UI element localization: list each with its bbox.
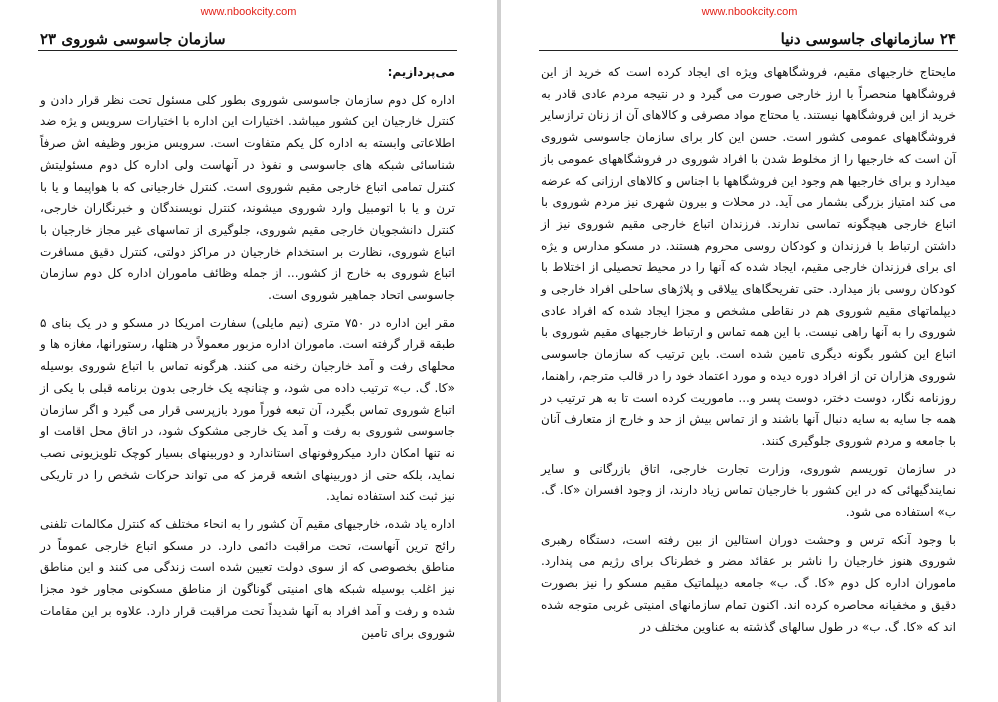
page-body [541, 62, 956, 694]
page-body [40, 62, 455, 694]
running-title: ۲۴ سازمانهای جاسوسی دنیا [780, 30, 956, 48]
watermark-url: www.nbookcity.com [200, 6, 297, 18]
paragraph: اداره کل دوم سازمان جاسوسی شوروی بطور کلی مسئول تحت نظر قرار دادن و کنترل خارجیان این کشور میباشد. اختیارات این اداره با اختیارات سرویس و یژه ضد اطلاعاتی وابسته به اداره کل یکم متفاوت است. سرویس مزبور وظیفه اش صرفاً شناسائی شبکه های جاسوسی و نفوذ در آنهاست ولی اداره کل دوم مسئولیتش کنترل تمامی اتباع خارجی مقیم شوروی است. کنترل خارجیانی که با هواپیما و یا با ترن و یا با اتومبیل وارد شوروی میشوند، کنترل نویسندگان و خبرنگاران خارجی، کنترل دانشجویان خارجی مقیم شوروی، جلوگیری از تماسهای غیر مجاز خارجیان با اتباع شوروی، نظارت بر استخدام خارجیان در مراکز دولتی، کنترل دقیق مسافرت اتباع شوروی به خارج از کشور... از جمله وظائف ماموران اداره کل دوم سازمان جاسوسی اتحاد جماهیر شوروی است. [40, 92, 455, 303]
left-page [0, 0, 497, 702]
paragraph: مقر این اداره در ۷۵۰ متری (نیم مایلی) سفارت امریکا در مسکو و در یک بنای ۵ طبقه قرار گرفته است. ماموران اداره مزبور معمولاً در هتلها، رستورانها، مغازه ها و محلهای رفت و آمد خارجیان رخنه می کنند. هرگونه تماس با اتباع شوروی بوسیله «کا. گ. ب» ترتیب داده می شود، و چنانچه یک خارجی بدون برنامه قبلی با یکی از اتباع شوروی تماس بگیرد، آن تبعه فوراً مورد بازپرسی قرار می گیرد و اگر سازمان جاسوسی شوروی به رفت و آمد یک خارجی مشکوک شود، در اتاق محل اقامت او نه تنها امکان دارد میکروفونهای استاندارد و دوربینهای بسیار کوچک تلویزیونی نصب نماید، بلکه حتی از دوربینهای اشعه قرمز که می تواند حرکات شخص را در تاریکی نیز ثبت کند استفاده نماید. [40, 315, 456, 504]
running-title: سازمان جاسوسی شوروی ۲۳ [40, 30, 226, 48]
page-header [38, 28, 457, 51]
paragraph: در سازمان توریسم شوروی، وزارت تجارت خارجی، اتاق بازرگانی و سایر نمایندگیهائی که در این کشور با خارجیان تماس زیاد دارند، از وجود افسران «کا. گ. ب» استفاده می شود. [541, 461, 956, 520]
page-header [539, 28, 958, 51]
paragraph: مایحتاج خارجیهای مقیم، فروشگاههای ویژه ای ایجاد کرده است که خرید از این فروشگاهها منحصراً با ارز خارجی صورت می گیرد و در نتیجه مردم عادی قادر به خرید از این فروشگاهها نیستند. یا محتاج مواد مصرفی و کالاهای آن از زنان ترازسایر فروشگاههای عمومی کشور است. حسن این کار برای سازمان جاسوسی شوروی آن است که خارجیها را از مخلوط شدن با افراد شوروی در فروشگاههای عمومی باز میدارد و برای خارجیها هم وجود این فروشگاهها با اجناس و کالاهای ارزانی که عرضه می کند امتیاز بزرگی بشمار می آید. در محلات و بیرون شهری نیز مردم شوروی با اتباع خارجی هیچگونه تماسی ندارند. فرزندان اتباع خارجی مقیم شوروی نیز از داشتن ارتباط با فرزندان و کودکان روسی محروم هستند. در مسکو مدارس و یژه ای برای فرزندان خارجی مقیم، ایجاد شده که آنها را در محیط تحصیلی از اختلاط با کودکان روسی باز میدارد. حتی تفریحگاهای ییلاقی و پلاژهای ساحلی افراد خارجی و دیپلماتهای مقیم شوروی هم در نقاطی مشخص و مجزا ایجاد شده که افراد عادی شوروی را به آنها راهی نیست. با این همه تماس و ارتباط خارجیهای مقیم شوروی با اتباع این کشور بگونه دیگری تامین شده است. باین ترتیب که سازمان جاسوسی شوروی هزاران تن از افراد دوره دیده و مورد اعتماد خود را در قالب مترجم، راهنما، روزنامه نگار، دوست دختر، دوست پسر و... ماموریت کرده است تا به هر ترتیب در همه جا سایه به سایه دنبال آنها باشند و از تماس بیش از حد و خارج از متعارف آنان با جامعه و مردم شوروی جلوگیری کنند. [541, 65, 956, 448]
watermark-url: www.nbookcity.com [701, 6, 798, 18]
paragraph: با وجود آنکه ترس و وحشت دوران استالین از بین رفته است، دستگاه رهبری شوروی هنوز خارجیان را ناشر بر عقائد مضر و خطرناک برای رژیم می پندارد. ماموران اداره کل دوم «کا. گ. ب» جامعه دیپلماتیک مقیم مسکو را نیز بصورت دقیق و مخفیانه محاصره کرده اند. اکنون تمام سازمانهای امنیتی غربی متوجه شده اند که «کا. گ. ب» در طول سالهای گذشته به عناوین مختلف در [541, 532, 956, 634]
paragraph: اداره یاد شده، خارجیهای مقیم آن کشور را به انحاء مختلف که کنترل مکالمات تلفنی رائج ترین آنهاست، تحت مراقبت دائمی دارد. در مسکو اتباع خارجی عموماً در مناطق بخصوصی که از سوی دولت تعیین شده است زندگی می کنند و این مناطق نیز اغلب بوسیله شبکه های امنیتی گوناگون از مناطق مسکونی مجاور خود مجزا شده و رفت و آمد افراد به آنها شدیداً تحت مراقبت قرار دارد. علاوه بر این مقامات شوروی برای تامین [40, 517, 455, 640]
right-page [501, 0, 998, 702]
lead-line: می‌پردازیم: [387, 65, 455, 79]
